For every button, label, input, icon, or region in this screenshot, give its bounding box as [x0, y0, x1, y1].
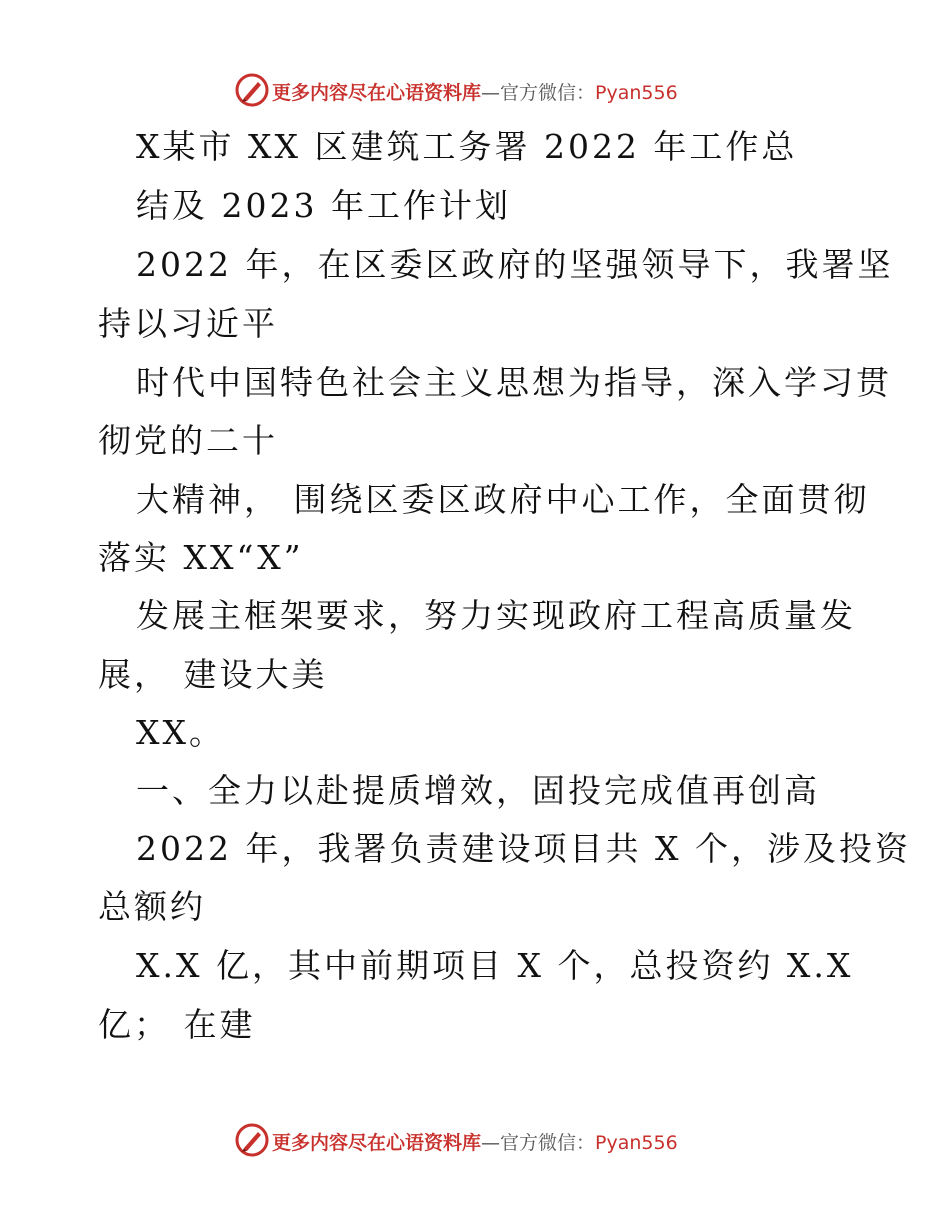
pen-logo-icon — [234, 1122, 270, 1158]
paragraph-line: 落实 XX“X” — [98, 538, 304, 577]
paragraph-line: 亿； 在建 — [98, 1005, 256, 1044]
section-heading: 一、全力以赴提质增效，固投完成值再创高 — [136, 771, 820, 810]
paragraph-line: 彻党的二十 — [98, 421, 278, 460]
title-line-2: 结及 2023 年工作计划 — [136, 186, 511, 225]
pen-logo-icon — [234, 72, 270, 108]
title-line-1: X某市 XX 区建筑工务署 2022 年工作总 — [136, 127, 798, 166]
paragraph-line: 发展主框架要求，努力实现政府工程高质量发 — [136, 596, 856, 635]
paragraph-line: X.X 亿，其中前期项目 X 个，总投资约 X.X — [136, 946, 854, 985]
paragraph-line: 时代中国特色社会主义思想为指导，深入学习贯 — [136, 363, 892, 402]
paragraph-line: 2022 年，在区委区政府的坚强领导下，我署坚 — [136, 245, 894, 284]
footer-watermark-banner — [234, 1120, 734, 1160]
paragraph-line: 展， 建设大美 — [98, 655, 328, 694]
paragraph-line: 2022 年，我署负责建设项目共 X 个，涉及投资 — [136, 829, 911, 868]
wechat-id: Pyan556 — [595, 1132, 678, 1154]
paragraph-line: 大精神， 围绕区委区政府中心工作，全面贯彻 — [136, 480, 870, 519]
dash-text: —官方微信： — [481, 1132, 596, 1154]
header-watermark-banner — [234, 70, 734, 110]
wechat-id: Pyan556 — [595, 82, 678, 104]
promo-text: 更多内容尽在心语资料库 — [272, 82, 482, 104]
paragraph-line: XX。 — [136, 713, 225, 752]
paragraph-line: 总额约 — [98, 887, 206, 926]
paragraph-line: 持以习近平 — [98, 304, 278, 343]
dash-text: —官方微信： — [481, 82, 596, 104]
promo-text: 更多内容尽在心语资料库 — [272, 1132, 482, 1154]
